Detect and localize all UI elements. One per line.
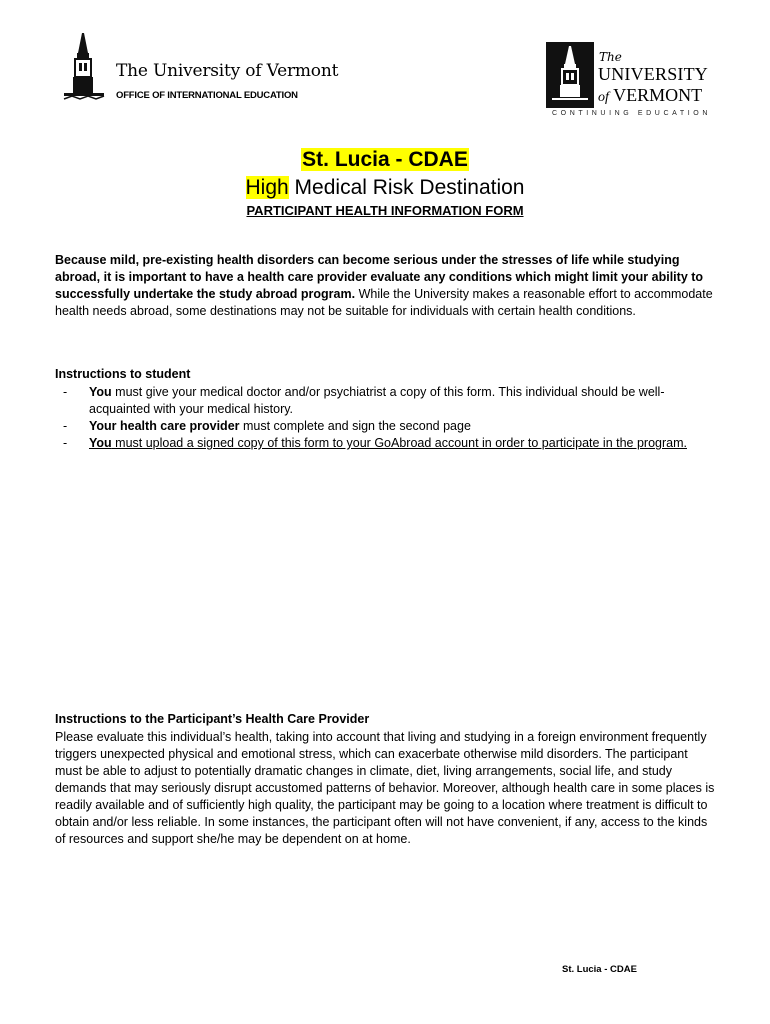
intro-paragraph [55,252,715,320]
list-item: - Your health care provider must complete and sign the second page [63,419,471,433]
list-item-text: must complete and sign the second page [239,419,471,433]
page-footer: St. Lucia - CDAE [562,964,637,975]
list-item: - You must upload a signed copy of this form to your GoAbroad account in order to participate in the program. [63,436,687,450]
list-item: - You must give your medical doctor and/or psychiatrist a copy of this form. This individual should be well-acquainted with your medical history. [63,385,665,416]
student-instructions-list [55,384,715,452]
logo-university: UNIVERSITY [598,64,708,84]
risk-level-line [0,176,770,200]
logo-subtitle: CONTINUING EDUCATION [552,110,711,117]
intro-normal-text: While the University makes a reasonable effort to accommodate health needs abroad, some destinations may not be suitable for individuals with certain health conditions. [55,287,713,318]
provider-instructions-heading: Instructions to the Participant’s Health Care Provider [55,712,370,726]
logo-the: The [599,50,622,64]
program-name: St. Lucia - CDAE [302,148,468,171]
student-instructions-heading: Instructions to student [55,367,191,381]
uvm-international-logo [60,33,339,103]
university-name: The University of Vermont [116,61,339,81]
logo-tower-block [546,42,594,108]
intro-bold-text: Because mild, pre-existing health disorders can become serious under the stresses of life while studying abroad, it is important to have a health care provider evaluate any conditions which might limit your ability to successfully undertake the study abroad program. [55,253,704,301]
provider-instructions-text: Please evaluate this individual’s health, taking into account that living and studying in a foreign environment frequently triggers unexpected physical and emotional stress, which can exacerbate otherwise mild disorders. The participant must be able to adjust to potentially dramatic changes in climate, diet, living arrangements, social life, and study demands that may seriously disrupt accustomed patterns of behavior. Moreover, although health care in some places is readily available and of sufficiently high quality, the participant may be going to a location where treatment is difficult to obtain and/or less reliable. In some instances, the participant often will not have convenient, if any, access to the kinds of resources and support she/he may be dependent on at home. [55,730,715,846]
list-item-bold: You [89,436,112,450]
document-title [0,148,770,172]
logo-vermont: VERMONT [613,85,703,105]
uvm-continuing-education-logo [546,42,716,122]
bell-tower-icon [60,33,108,103]
risk-level: High [245,176,289,199]
logo-of-vermont [598,85,702,106]
office-name: OFFICE OF INTERNATIONAL EDUCATION [116,90,298,101]
list-item-text: must upload a signed copy of this form to your GoAbroad account in order to participate in the program. [111,436,687,450]
list-item-bold: You [89,385,112,399]
risk-suffix: Medical Risk Destination [288,176,525,199]
bell-tower-icon [546,42,594,108]
list-item-text: must give your medical doctor and/or psychiatrist a copy of this form. This individual should be well-acquainted with your medical history. [89,385,665,416]
form-title: PARTICIPANT HEALTH INFORMATION FORM [246,203,524,218]
list-item-bold: Your health care provider [89,419,240,433]
logo-of: of [598,90,609,105]
